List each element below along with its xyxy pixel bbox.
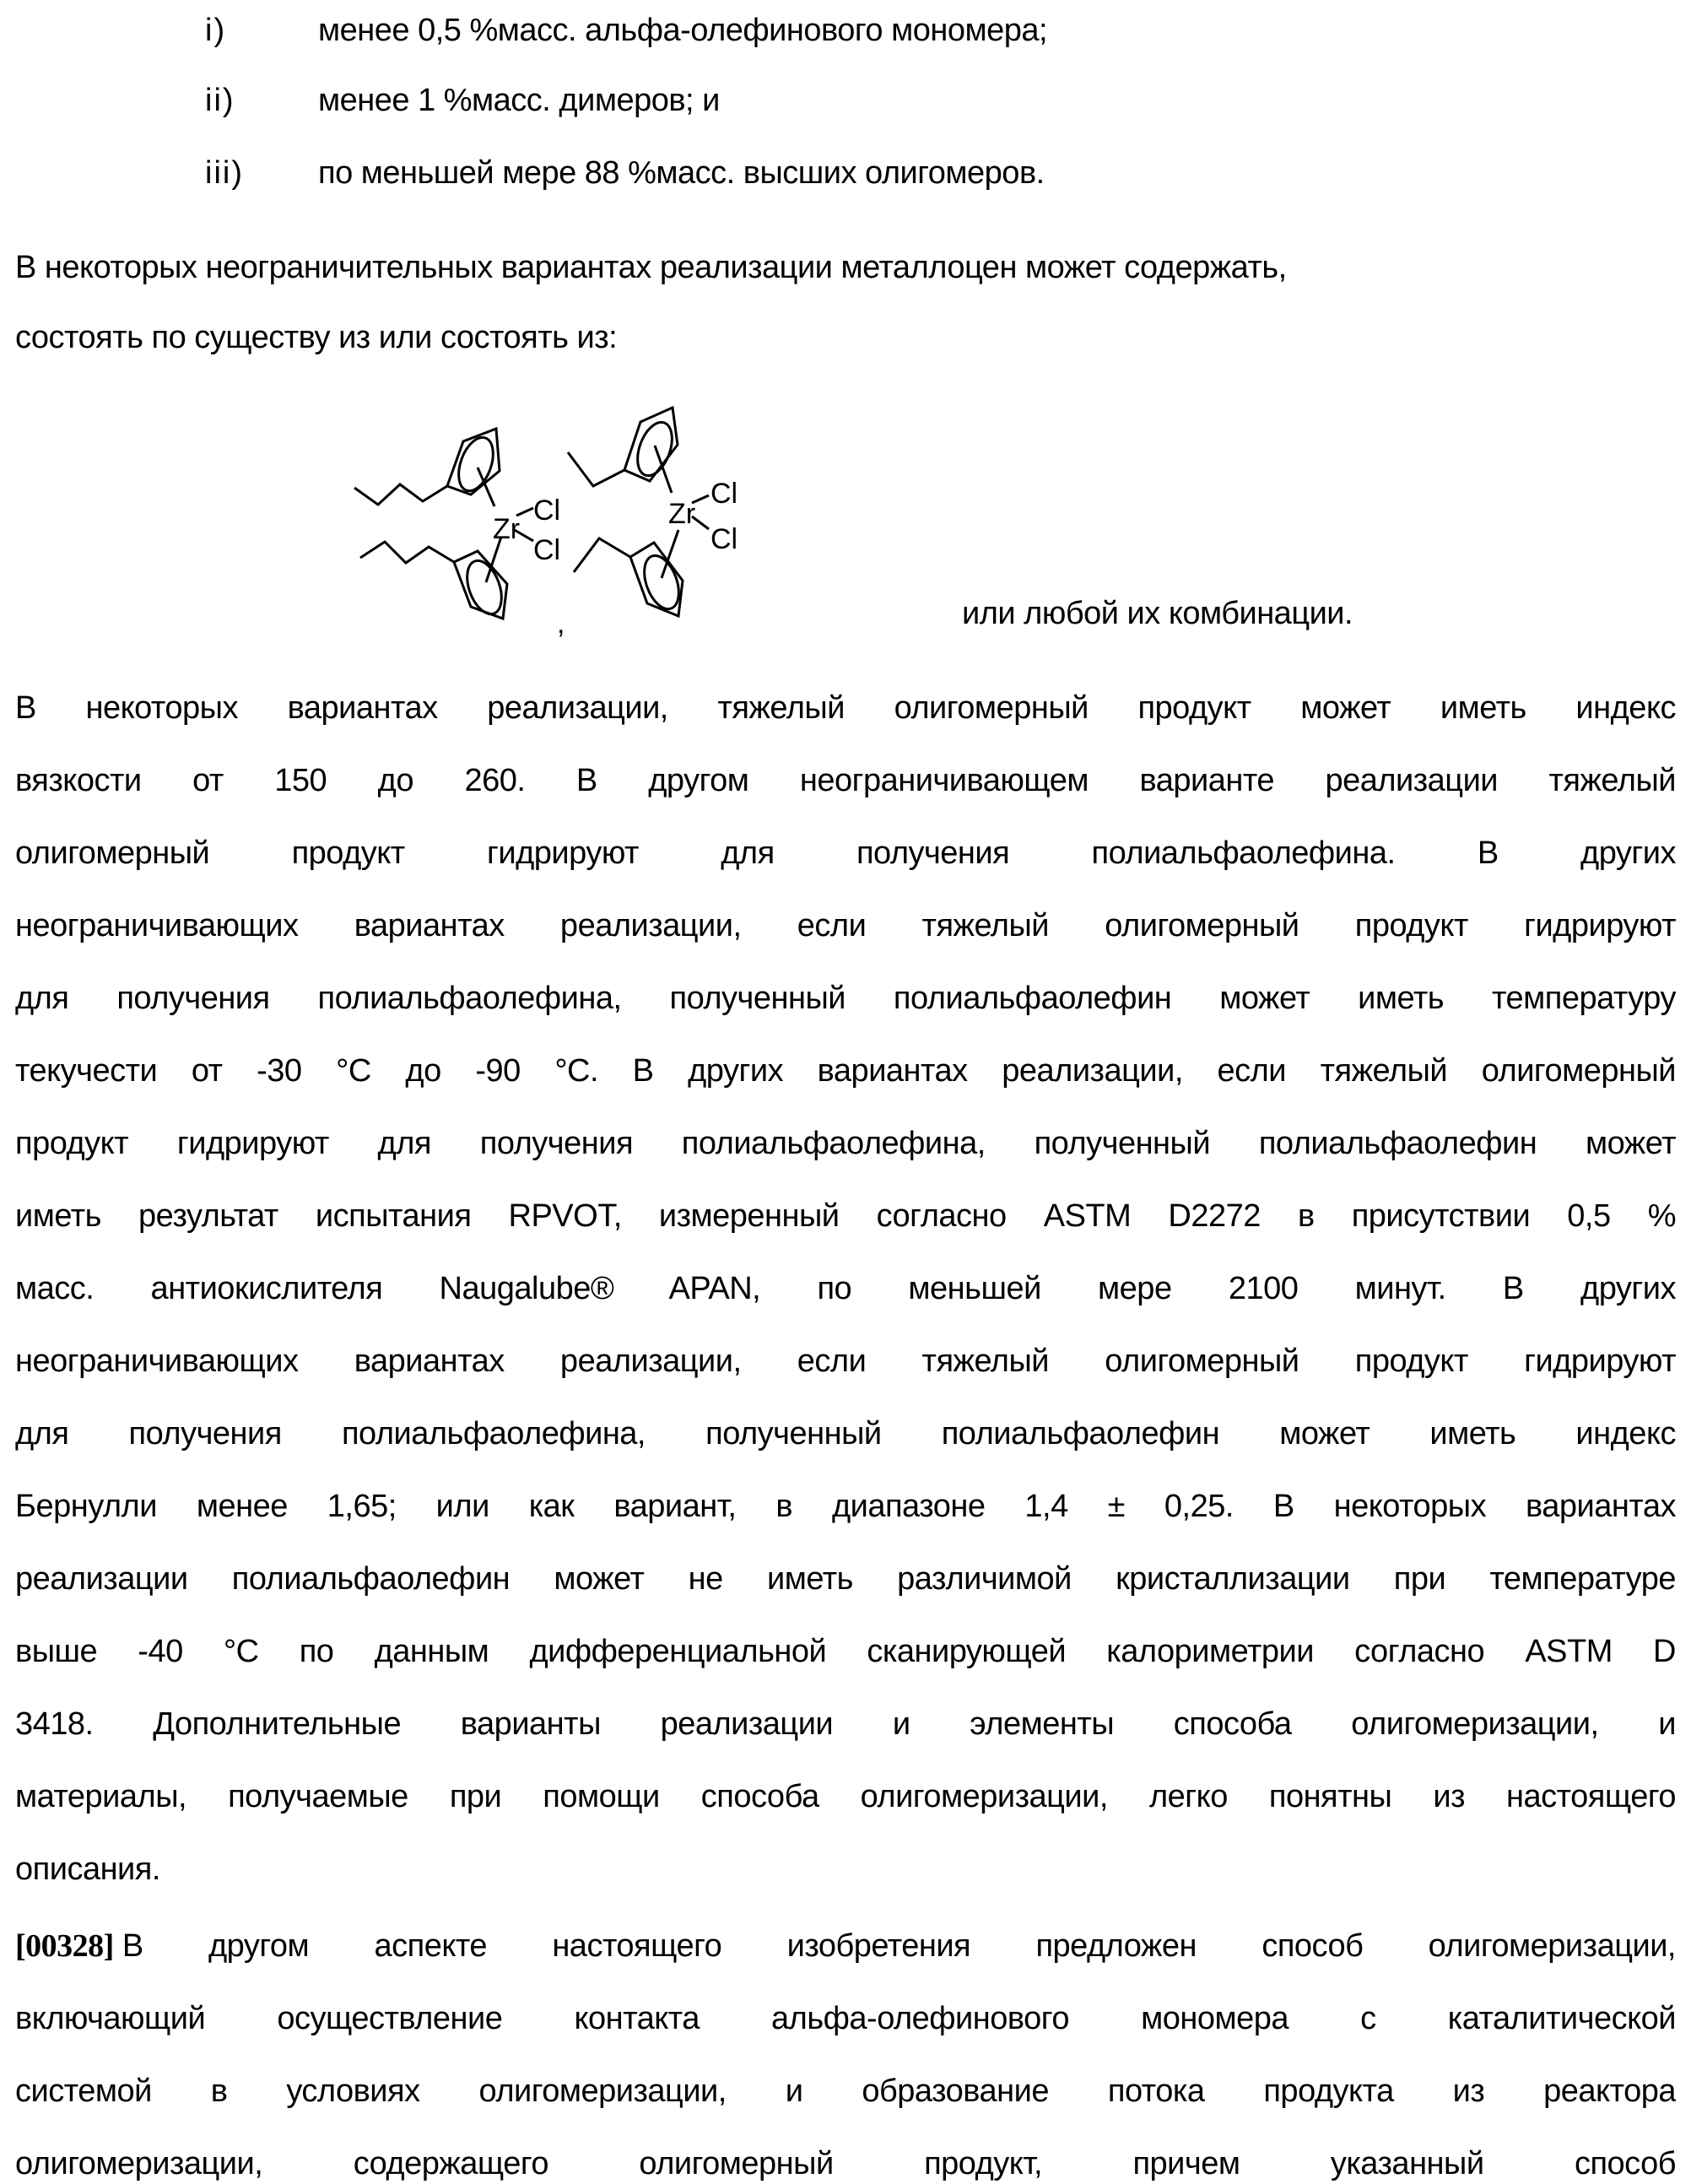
list-item-label: i) [205,13,227,48]
text-line: реализации полиальфаолефин может не иметь различимой кристаллизации при температуре [15,1561,1676,1597]
list-item-text: менее 1 %масс. димеров; и [318,83,720,118]
text-line: выше -40 °C по данным дифференциальной сканирующей калориметрии согласно ASTM D [15,1634,1676,1669]
text-line: олигомеризации, содержащего олигомерный продукт, причем указанный способ [15,2146,1676,2181]
cl-atom-label: Cl [533,534,561,566]
text-line: системой в условиях олигомеризации, и образование потока продукта из реактора [15,2073,1676,2109]
list-item-text: менее 0,5 %масс. альфа-олефинового мономера; [318,13,1048,48]
text-line: В некоторых неограничительных вариантах реализации металлоцен может содержать, [15,250,1287,285]
text-line: для получения полиальфаолефина, полученный полиальфаолефин может иметь индекс [15,1416,1676,1451]
text-line: материалы, получаемые при помощи способа олигомеризации, легко понятны из настоящего [15,1779,1676,1814]
list-item-label: iii) [205,155,244,191]
structures-caption: или любой их комбинации. [962,596,1353,631]
list-item-label: ii) [205,83,235,118]
cl-atom-label: Cl [710,523,738,555]
text-line: для получения полиальфаолефина, полученный полиальфаолефин может иметь температуру [15,981,1676,1016]
text-line: текучести от -30 °C до -90 °C. В других вариантах реализации, если тяжелый олигомерный [15,1053,1676,1089]
text-line: 3418. Дополнительные варианты реализации и элементы способа олигомеризации, и [15,1706,1676,1742]
text-line: неограничивающих вариантах реализации, если тяжелый олигомерный продукт гидрируют [15,908,1676,943]
text-line: продукт гидрируют для получения полиальфаолефина, полученный полиальфаолефин может [15,1126,1676,1161]
text-line: неограничивающих вариантах реализации, если тяжелый олигомерный продукт гидрируют [15,1343,1676,1379]
cl-atom-label: Cl [710,478,738,510]
structure-separator: , [557,608,565,640]
text-line: включающий осуществление контакта альфа-олефинового мономера с каталитической [15,2001,1676,2036]
text-line: состоять по существу из или состоять из: [15,320,618,355]
paragraph-number: [00328] [15,1928,114,1964]
text-line: Бернулли менее 1,65; или как вариант, в диапазоне 1,4 ± 0,25. В некоторых вариантах [15,1489,1676,1524]
zr-atom-label: Zr [493,513,521,545]
text-line: вязкости от 150 до 260. В другом неограничивающем варианте реализации тяжелый [15,763,1676,798]
text-line: олигомерный продукт гидрируют для получения полиальфаолефина. В других [15,835,1676,871]
text-line: описания. [15,1852,160,1887]
text-line [15,1927,1676,1965]
chemical-structures [338,388,1013,658]
cl-atom-label: Cl [533,495,561,527]
text-line-content: В другом аспекте настоящего изобретения предложен способ олигомеризации, [122,1928,1676,1964]
text-line: иметь результат испытания RPVOT, измеренный согласно ASTM D2272 в присутствии 0,5 % [15,1198,1676,1234]
metallocene-structures-figure [338,388,1013,658]
text-line: масс. антиокислителя Naugalube® APAN, по меньшей мере 2100 минут. В других [15,1271,1676,1306]
zr-atom-label: Zr [668,498,696,530]
list-item-text: по меньшей мере 88 %масс. высших олигомеров. [318,155,1045,191]
text-line: В некоторых вариантах реализации, тяжелый олигомерный продукт может иметь индекс [15,690,1676,726]
